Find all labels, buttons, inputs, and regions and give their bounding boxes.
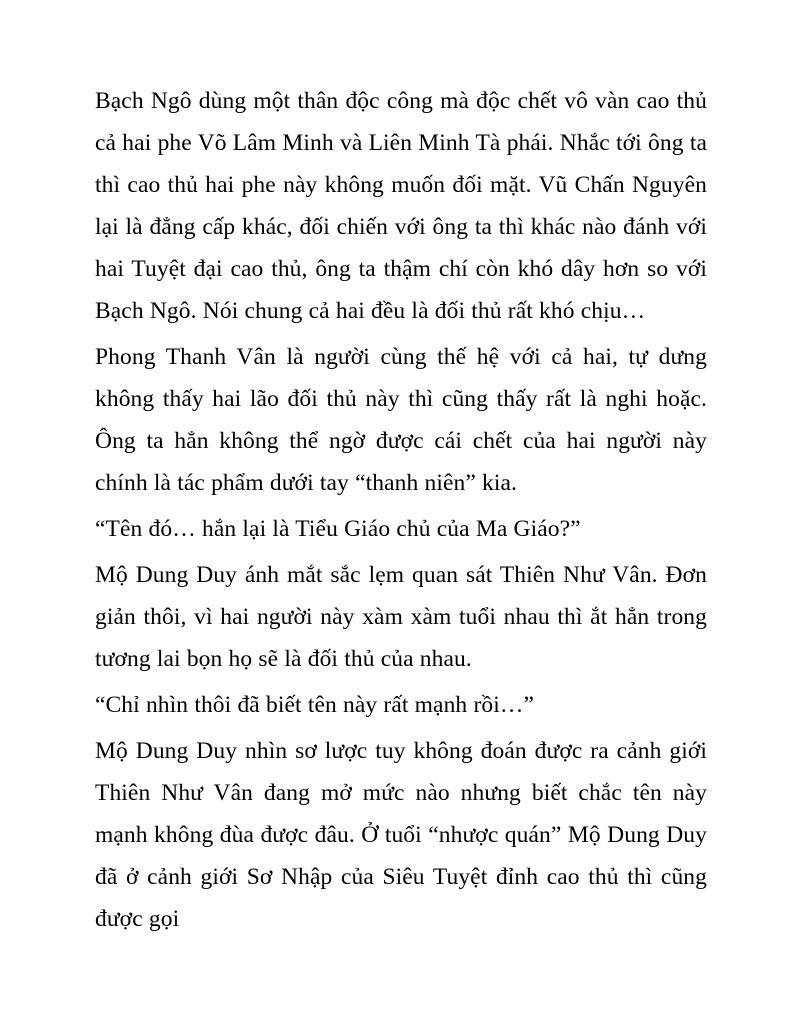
- paragraph-1: Bạch Ngô dùng một thân độc công mà độc chết vô vàn cao thủ cả hai phe Võ Lâm Minh và Liên Minh Tà phái. Nhắc tới ông ta thì cao thủ hai phe này không muốn đối mặt. Vũ Chấn Nguyên lại là đẳng cấp khác, đối chiến với ông ta thì khác nào đánh với hai Tuyệt đại cao thủ, ông ta thậm chí còn khó dây hơn so với Bạch Ngô. Nói chung cả hai đều là đối thủ rất khó chịu…: [95, 88, 707, 324]
- paragraph-4: Mộ Dung Duy ánh mắt sắc lẹm quan sát Thiên Như Vân. Đơn giản thôi, vì hai người này xàm xàm tuổi nhau thì ắt hẳn trong tương lai bọn họ sẽ là đối thủ của nhau.: [95, 562, 707, 672]
- paragraph-5: “Chỉ nhìn thôi đã biết tên này rất mạnh rồi…”: [95, 692, 534, 718]
- paragraph-2: Phong Thanh Vân là người cùng thế hệ với cả hai, tự dưng không thấy hai lão đối thủ này thì cũng thấy rất là nghi hoặc. Ông ta hẳn không thể ngờ được cái chết của hai người này chính là tác phẩm dưới tay “thanh niên” kia.: [95, 344, 707, 496]
- text-column: [95, 80, 707, 944]
- paragraph-3: “Tên đó… hắn lại là Tiểu Giáo chủ của Ma Giáo?”: [95, 516, 581, 542]
- paragraph-6: Mộ Dung Duy nhìn sơ lược tuy không đoán được ra cảnh giới Thiên Như Vân đang mở mức nào nhưng biết chắc tên này mạnh không đùa được đâu. Ở tuổi “nhược quán” Mộ Dung Duy đã ở cảnh giới Sơ Nhập của Siêu Tuyệt đỉnh cao thủ thì cũng được gọi: [95, 738, 707, 932]
